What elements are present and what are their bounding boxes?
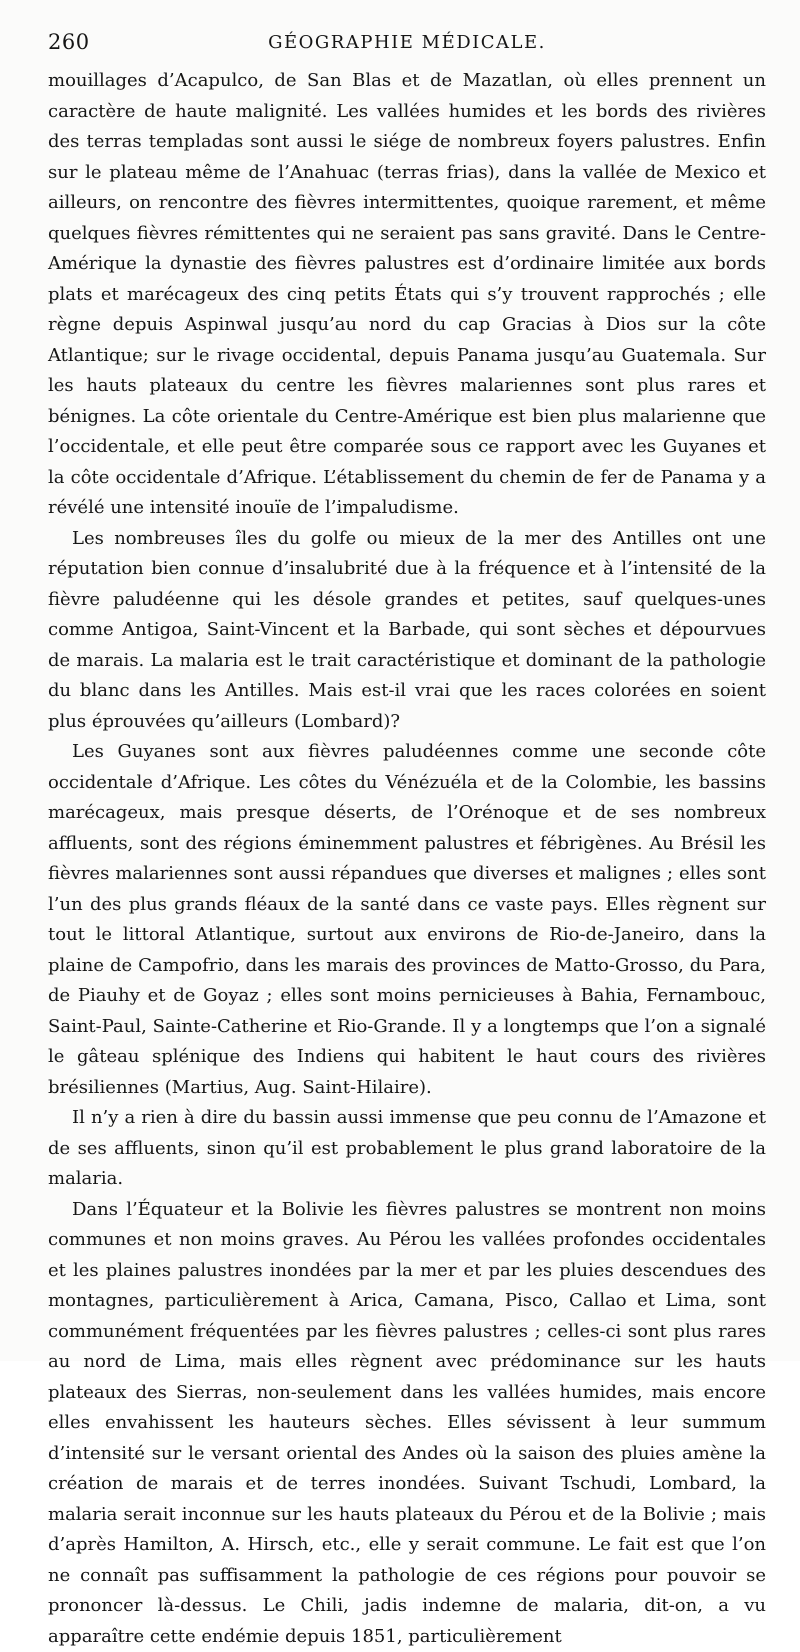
- paragraph-5: Dans l’Équateur et la Bolivie les fièvres palustres se montrent non moins communes et non moins graves. Au Pérou les vallées profondes occidentales et les plaines palustres inondées par la mer et par les pluies descendues des montagnes, particulièrement à Arica, Camana, Pisco, Callao et Lima, sont communément fréquentées par les fièvres palustres ; celles-ci sont plus rares au nord de Lima, mais elles règnent avec prédominance sur les hauts plateaux des Sierras, non-seulement dans les vallées humides, mais encore elles envahissent les hauteurs sèches. Elles sévissent à leur summum d’intensité sur le versant oriental des Andes où la saison des pluies amène la création de marais et de terres inondées. Suivant Tschudi, Lombard, la malaria serait inconnue sur les hauts plateaux du Pérou et de la Bolivie ; mais d’après Hamilton, A. Hirsch, etc., elle y serait commune. Le fait est que l’on ne connaît pas suffisamment la pathologie de ces régions pour pouvoir se prononcer là-dessus. Le Chili, jadis indemne de malaria, dit-on, a vu apparaître cette endémie depuis 1851, particulièrement: [48, 1195, 766, 1652]
- paragraph-1: mouillages d’Acapulco, de San Blas et de Mazatlan, où elles prennent un caractère de haute malignité. Les vallées humides et les bords des rivières des terras templadas sont aussi le siége de nombreux foyers palustres. Enfin sur le plateau même de l’Anahuac (terras frias), dans la vallée de Mexico et ailleurs, on rencontre des fièvres intermittentes, quoique rarement, et même quelques fièvres rémittentes qui ne seraient pas sans gravité. Dans le Centre-Amérique la dynastie des fièvres palustres est d’ordinaire limitée aux bords plats et marécageux des cinq petits États qui s’y trouvent rapprochés ; elle règne depuis Aspinwal jusqu’au nord du cap Gracias à Dios sur la côte Atlantique; sur le rivage occidental, depuis Panama jusqu’au Guatemala. Sur les hauts plateaux du centre les fièvres malariennes sont plus rares et bénignes. La côte orientale du Centre-Amérique est bien plus malarienne que l’occidentale, et elle peut être comparée sous ce rapport avec les Guyanes et la côte occidentale d’Afrique. L’établissement du chemin de fer de Panama y a révélé une intensité inouïe de l’impaludisme.: [48, 66, 766, 524]
- paragraph-4: Il n’y a rien à dire du bassin aussi immense que peu connu de l’Amazone et de ses affluents, sinon qu’il est probablement le plus grand laboratoire de la malaria.: [48, 1103, 766, 1195]
- header-title: GÉOGRAPHIE MÉDICALE.: [48, 32, 766, 53]
- paragraph-3: Les Guyanes sont aux fièvres paludéennes comme une seconde côte occidentale d’Afrique. Les côtes du Vénézuéla et de la Colombie, les bassins marécageux, mais presque déserts, de l’Orénoque et de ses nombreux affluents, sont des régions éminemment palustres et fébrigènes. Au Brésil les fièvres malariennes sont aussi répandues que diverses et malignes ; elles sont l’un des plus grands fléaux de la santé dans ce vaste pays. Elles règnent sur tout le littoral Atlantique, surtout aux environs de Rio-de-Janeiro, dans la plaine de Campofrio, dans les marais des provinces de Matto-Grosso, du Para, de Piauhy et de Goyaz ; elles sont moins pernicieuses à Bahia, Fernambouc, Saint-Paul, Sainte-Catherine et Rio-Grande. Il y a longtemps que l’on a signalé le gâteau splénique des Indiens qui habitent le haut cours des rivières brésiliennes (Martius, Aug. Saint-Hilaire).: [48, 737, 766, 1103]
- page-number: 260: [48, 30, 90, 54]
- running-header: [48, 30, 766, 60]
- paragraph-2: Les nombreuses îles du golfe ou mieux de la mer des Antilles ont une réputation bien connue d’insalubrité due à la fréquence et à l’intensité de la fièvre paludéenne qui les désole grandes et petites, sauf quelques-unes comme Antigoa, Saint-Vincent et la Barbade, qui sont sèches et dépourvues de marais. La malaria est le trait caractéristique et dominant de la pathologie du blanc dans les Antilles. Mais est-il vrai que les races colorées en soient plus éprouvées qu’ailleurs (Lombard)?: [48, 524, 766, 738]
- body-text: [48, 66, 766, 1652]
